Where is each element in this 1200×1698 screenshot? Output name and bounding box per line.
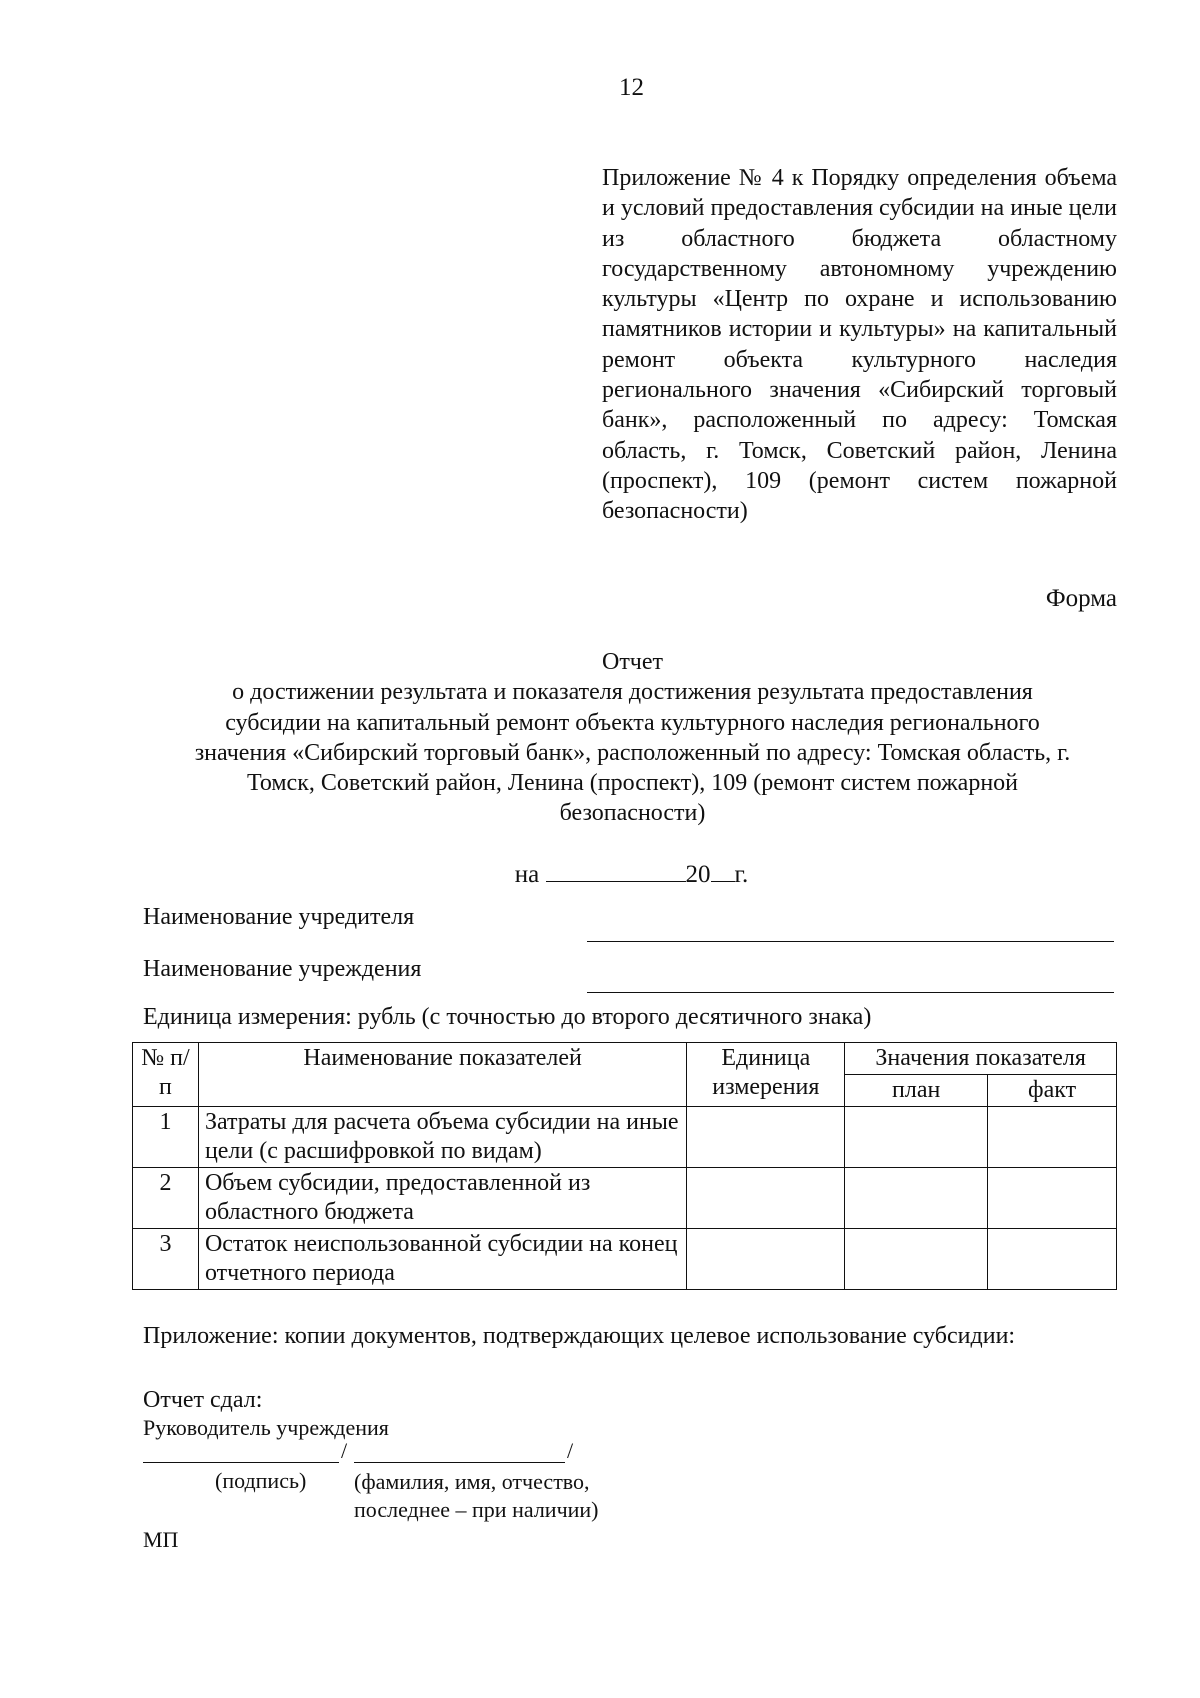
row-unit-cell	[687, 1107, 845, 1168]
row-name: Объем субсидии, предоставленной из областного бюджета	[198, 1168, 686, 1229]
date-suffix: г.	[734, 861, 749, 888]
header-num: № п/п	[133, 1043, 199, 1107]
table-row	[133, 1229, 1117, 1290]
report-subtitle-line-4: Томск, Советский район, Ленина (проспект), 109 (ремонт систем пожарной	[246, 770, 1019, 797]
row-fact-cell	[988, 1229, 1117, 1290]
founder-line	[587, 941, 1114, 942]
row-plan-cell	[845, 1107, 988, 1168]
report-submitted-label: Отчет сдал:	[143, 1387, 263, 1413]
date-blank	[546, 859, 686, 882]
header-plan: план	[845, 1075, 988, 1107]
table-row	[133, 1168, 1117, 1229]
report-title: Отчет	[601, 649, 664, 675]
row-num: 3	[133, 1229, 199, 1290]
row-plan-cell	[845, 1229, 988, 1290]
form-label: Форма	[1045, 585, 1117, 612]
row-plan-cell	[845, 1168, 988, 1229]
indicators-table	[132, 1042, 1117, 1290]
table-row	[133, 1107, 1117, 1168]
report-subtitle-line-3: значения «Сибирский торговый банк», расположенный по адресу: Томская область, г.	[194, 739, 1071, 766]
row-name: Остаток неиспользованной субсидии на конец отчетного периода	[198, 1229, 686, 1290]
full-name-caption	[354, 1468, 599, 1524]
report-title-block	[140, 647, 1125, 829]
full-name-separator: /	[567, 1438, 574, 1463]
report-date-line	[0, 859, 1200, 889]
institution-line	[587, 992, 1114, 993]
date-year: 20	[685, 861, 711, 888]
row-fact-cell	[988, 1107, 1117, 1168]
stamp-place: МП	[143, 1527, 179, 1552]
row-unit-cell	[687, 1168, 845, 1229]
row-name: Затраты для расчета объема субсидии на иные цели (с расшифровкой по видам)	[198, 1107, 686, 1168]
full-name-caption-line-2: последнее – при наличии)	[354, 1497, 599, 1522]
row-num: 1	[133, 1107, 199, 1168]
header-fact: факт	[988, 1075, 1117, 1107]
header-unit: Единица измерения	[687, 1043, 845, 1107]
date-prefix: на	[514, 861, 540, 888]
institution-label: Наименование учреждения	[143, 956, 422, 982]
signature-caption: (подпись)	[215, 1468, 307, 1493]
row-num: 2	[133, 1168, 199, 1229]
full-name-caption-line-1: (фамилия, имя, отчество,	[354, 1469, 590, 1494]
report-subtitle-line-1: о достижении результата и показателя достижения результата предоставления	[232, 679, 1033, 706]
header-name: Наименование показателей	[198, 1043, 686, 1107]
full-name-line	[354, 1462, 565, 1463]
report-subtitle-line-5: безопасности)	[559, 800, 706, 827]
report-subtitle-line-2: субсидии на капитальный ремонт объекта культурного наследия регионального	[225, 709, 1040, 736]
head-of-institution-label: Руководитель учреждения	[143, 1415, 389, 1440]
founder-label: Наименование учредителя	[143, 904, 415, 930]
signature-line	[143, 1462, 339, 1463]
attachment-note: Приложение: копии документов, подтверждающих целевое использование субсидии:	[143, 1323, 1016, 1349]
unit-of-measure: Единица измерения: рубль (с точностью до второго десятичного знака)	[143, 1004, 872, 1030]
header-values: Значения показателя	[845, 1043, 1117, 1075]
row-fact-cell	[988, 1168, 1117, 1229]
year-blank	[711, 859, 735, 882]
appendix-reference: Приложение № 4 к Порядку определения объема и условий предоставления субсидии на иные цели из областного бюджета областному государственному автономному учреждению культуры «Центр по охране и использованию памятников истории и культуры» на капитальный ремонт объекта культурного наследия регионального значения «Сибирский торговый банк», расположенный по адресу: Томская область, г. Томск, Советский район, Ленина (проспект), 109 (ремонт систем пожарной безопасности)	[602, 165, 1117, 525]
page-number: 12	[619, 74, 644, 101]
table-header-row	[133, 1043, 1117, 1075]
signature-separator: /	[341, 1438, 348, 1463]
row-unit-cell	[687, 1229, 845, 1290]
